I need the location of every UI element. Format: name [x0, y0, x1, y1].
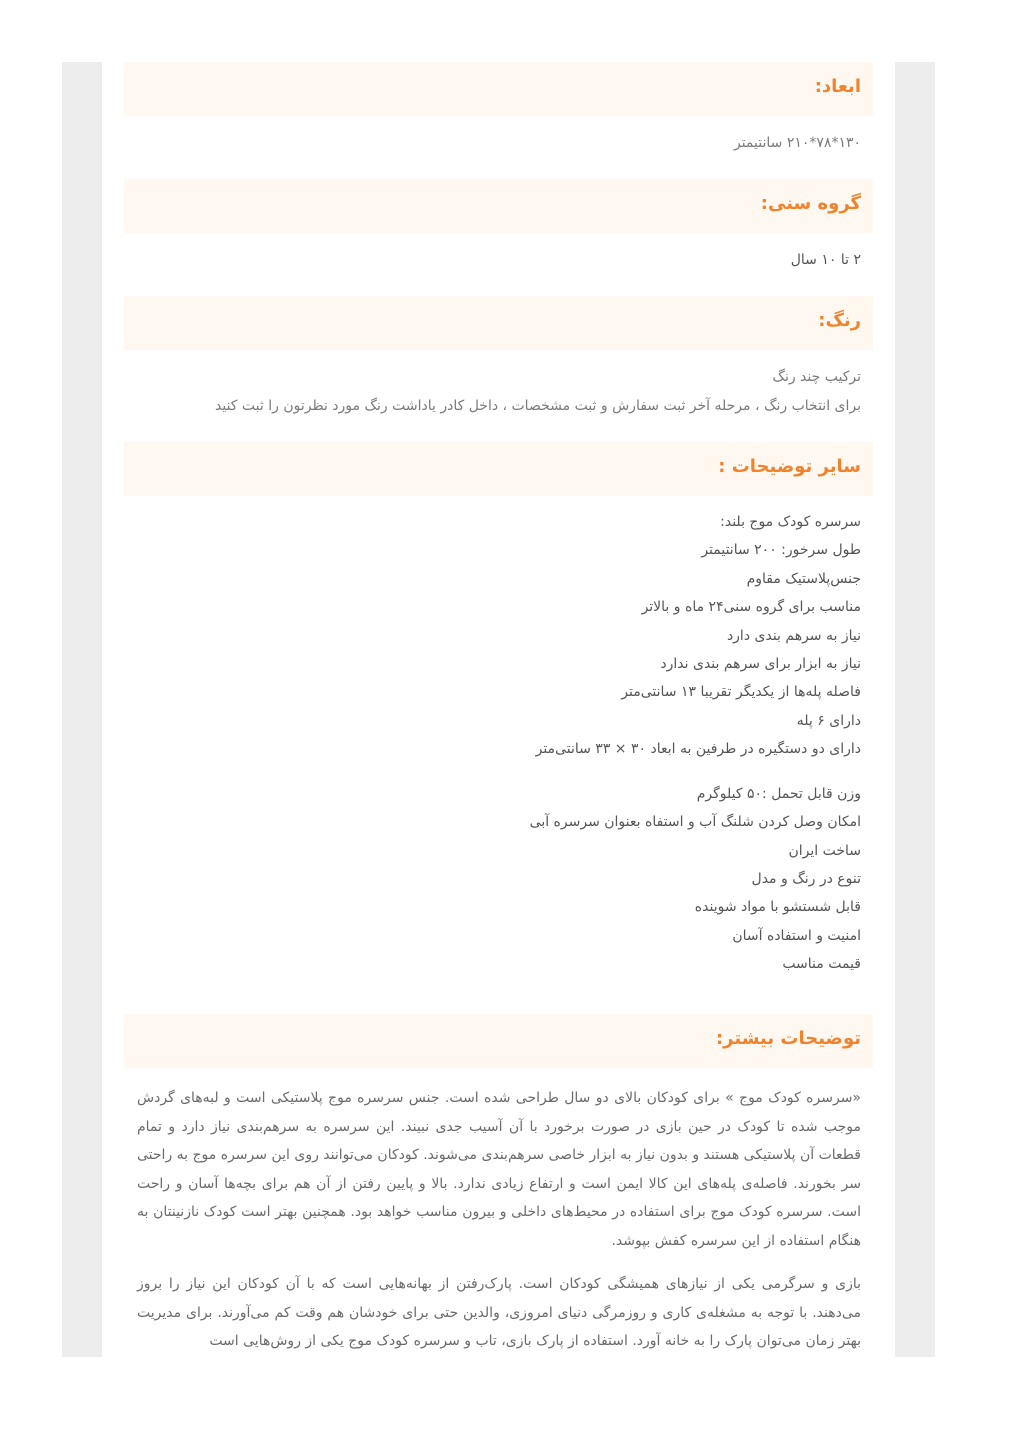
- age-group-header: [124, 179, 873, 233]
- spec-line: فاصله پله‌ها از یکدیگر تقریبا ۱۳ سانتی‌متر: [621, 684, 861, 700]
- color-value: ترکیب چند رنگ: [772, 369, 861, 385]
- dimensions-header: [124, 62, 873, 116]
- spec-line: وزن قابل تحمل :۵۰ کیلوگرم: [696, 786, 861, 802]
- spec-line: قیمت مناسب: [782, 956, 861, 972]
- more-details-heading: توضیحات بیشتر:: [715, 1028, 861, 1049]
- description-paragraph: «سرسره کودک موج » برای کودکان بالای دو سال طراحی شده است. جنس سرسره موج پلاستیکی است و لبه‌های گردش موجب شده تا کودک در حین بازی در صورت برخورد با آن آسیب جدی نبیند. این سرسره به سرهم‌بندی نیاز دارد و تمام قطعات آن پلاستیکی هستند و بدون نیاز به ابزار خاصی سرهم‌بندی می‌شوند. کودکان می‌توانند روی این سرسره موج به راحتی سر بخورند. فاصله‌ی پله‌های این کالا ایمن است و ارتفاع زیادی ندارد. بالا و پایین رفتن از آن هم برای بچه‌ها آسان و راحت است. سرسره کودک موج برای استفاده در محیط‌های داخلی و بیرون مناسب خواهد بود. همچنین بهتر است کودک نازنینتان به هنگام استفاده از این سرسره کفش بپوشد.: [137, 1090, 861, 1249]
- spec-line: مناسب برای گروه سنی۲۴ ماه و بالاتر: [641, 599, 861, 615]
- dimensions-value: ۱۳۰*۷۸*۲۱۰ سانتیمتر: [733, 135, 861, 151]
- spec-line: قابل شستشو با مواد شوینده: [694, 899, 861, 915]
- spec-line: تنوع در رنگ و مدل: [751, 871, 861, 887]
- age-group-value: ۲ تا ۱۰ سال: [790, 252, 861, 268]
- spec-line: دارای دو دستگیره در طرفین به ابعاد ۳۰ × ۳۳ سانتی‌متر: [535, 741, 861, 757]
- spec-line: طول سرخور: ۲۰۰ سانتیمتر: [701, 542, 861, 558]
- spec-line: امنیت و استفاده آسان: [732, 928, 861, 944]
- description-paragraph: بازی و سرگرمی یکی از نیازهای همیشگی کودکان است. پارک‌رفتن از بهانه‌هایی است که با آن کودکان این نیاز را بروز می‌دهند. با توجه به مشغله‌ی کاری و روزمرگی دنیای امروزی، والدین حتی برای خودشان هم وقت کم می‌آورند. برای مدیریت بهتر زمان می‌توان پارک را به خانه آورد. استفاده از پارک بازی، تاب و سرسره کودک موج یکی از روش‌هایی است: [137, 1276, 861, 1349]
- color-heading: رنگ:: [818, 310, 861, 331]
- spec-line: ساخت ایران: [788, 843, 861, 859]
- spec-line: امکان وصل کردن شلنگ آب و استفاه بعنوان سرسره آبی: [529, 814, 861, 830]
- spec-line: نیاز به ابزار برای سرهم بندی ندارد: [660, 656, 861, 672]
- spec-line: سرسره کودک موج بلند:: [720, 514, 861, 530]
- spec-line: نیاز به سرهم بندی دارد: [726, 628, 861, 644]
- more-details-header: [124, 1014, 873, 1068]
- color-note: برای انتخاب رنگ ، مرحله آخر ثبت سفارش و ثبت مشخصات ، داخل کادر یاداشت رنگ مورد نظرتون را ثبت کنید: [215, 398, 861, 414]
- spec-line: جنس‌پلاستیک مقاوم: [746, 571, 861, 587]
- age-group-heading: گروه سنی:: [760, 193, 861, 214]
- product-spec-panel: [102, 62, 895, 1357]
- color-header: [124, 296, 873, 350]
- spec-line: دارای ۶ پله: [796, 713, 861, 729]
- dimensions-heading: ابعاد:: [814, 76, 861, 97]
- other-details-header: [124, 442, 873, 496]
- other-details-heading: سایر توضیحات :: [718, 456, 861, 477]
